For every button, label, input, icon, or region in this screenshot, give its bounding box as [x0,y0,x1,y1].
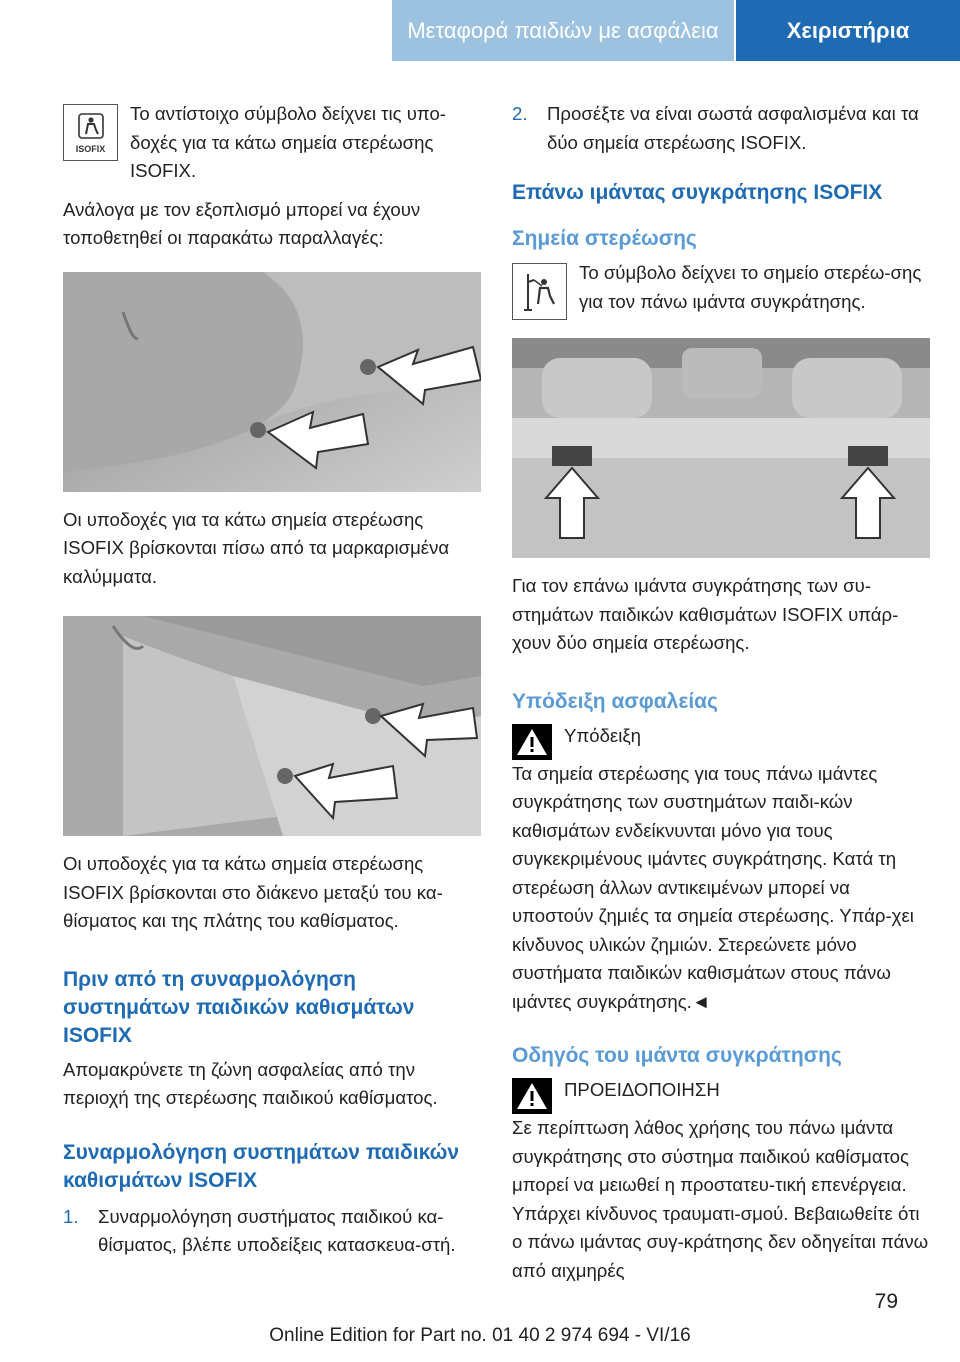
footer-edition: Online Edition for Part no. 01 40 2 974 694 - VI/16 [269,1325,691,1346]
note-block [512,722,930,760]
installation-steps-continued [512,100,930,157]
warning-label: ΠΡΟΕΙΔΟΠΟΙΗΣΗ [564,1079,720,1100]
caption-gap: Οι υποδοχές για τα κάτω σημεία στερέωσης ISOFIX βρίσκονται στο διάκενο μεταξύ του κα‐θίσματος και της πλάτης του καθίσματος. [63,853,443,931]
note-label: Υπόδειξη [564,724,642,746]
step-1 [63,1203,481,1260]
header-section-title: Μεταφορά παιδιών με ασφάλεια [392,0,734,61]
warning-text: Σε περίπτωση λάθος χρήσης του πάνω ιμάντα συγκράτησης στο σύστημα παιδικού καθίσματος μπορεί να μειωθεί η προστατευ‐τική επενέργεια. Υπάρχει κίνδυνος τραυματι‐σμού. Βεβαιωθείτε ότι ο πάνω ιμάντας συγ‐κράτησης δεν οδηγείται πάνω από αιχμηρές [512,1117,929,1281]
warning-block [512,1076,930,1114]
top-tether-anchors-photo [512,338,930,558]
isofix-symbol-label: ISOFIX [75,143,106,154]
isofix-symbol-row [63,100,481,186]
isofix-symbol-icon [63,104,118,161]
installation-steps [63,1203,481,1260]
isofix-gap-photo [63,616,481,836]
step-text: Συναρμολόγηση συστήματος παιδικού κα‐θίσματος, βλέπε υποδείξεις κατασκευα‐στή. [98,1205,456,1255]
left-column [63,100,481,1260]
warning-triangle-icon [512,724,552,760]
heading-anchor-points: Σημεία στερέωσης [512,227,697,250]
header-chapter-tab: Χειριστήρια [736,0,960,61]
heading-tether-guide: Οδηγός του ιμάντα συγκράτησης [512,1044,842,1067]
heading-safety-note: Υπόδειξη ασφαλείας [512,689,718,713]
before-installation-text: Απομακρύνετε τη ζώνη ασφαλείας από την περιοχή της στερέωσης παιδικού καθίσματος. [63,1058,438,1108]
isofix-symbol-text: Το αντίστοιχο σύμβολο δείχνει τις υπο‐δοχές για τα κάτω σημεία στερέωσης ISOFIX. [130,103,446,181]
step-number: 1. [63,1205,79,1227]
warning-triangle-icon [512,1078,552,1114]
top-tether-symbol-row [512,259,930,320]
page-number: 79 [874,1290,898,1313]
right-column [512,100,930,1285]
top-tether-symbol-icon [512,263,567,320]
top-tether-symbol-text: Το σύμβολο δείχνει το σημείο στερέω‐σης για τον πάνω ιμάντα συγκράτησης. [579,262,922,312]
step-number: 2. [512,103,528,124]
step-text: Προσέξτε να είναι σωστά ασφαλισμένα και τα δύο σημεία στερέωσης ISOFIX. [547,103,919,153]
heading-installation: Συναρμολόγηση συστημάτων παιδικών καθισμάτων ISOFIX [63,1140,460,1192]
variants-intro: Ανάλογα με τον εξοπλισμό μπορεί να έχουν τοποθετηθεί οι παρακάτω παραλλαγές: [63,198,421,248]
note-text: Τα σημεία στερέωσης για τους πάνω ιμάντες συγκράτησης των συστημάτων παιδι‐κών καθισμάτων ενδείκνυνται μόνο για τους συγκεκριμένους ιμάντες συγκράτησης. Κατά τη στερέωση άλλων αντικειμένων μπορεί να υποστούν ζημιές τα σημεία στερέωσης. Υπάρ‐χει κίνδυνος υλικών ζημιών. Στερεώνετε μόνο συστήματα παιδικών καθισμάτων στους πάνω ιμάντες συγκράτησης.◄ [512,762,914,1012]
step-2 [512,100,930,157]
caption-covers: Οι υποδοχές για τα κάτω σημεία στερέωσης ISOFIX βρίσκονται πίσω από τα μαρκαρισμένα καλύμματα. [63,508,450,587]
heading-before-installation: Πριν από τη συναρμολόγηση συστημάτων παιδικών καθισμάτων ISOFIX [63,967,415,1047]
anchor-caption: Για τον επάνω ιμάντα συγκράτησης των συ‐στημάτων παιδικών καθισμάτων ISOFIX υπάρ‐χουν δύο σημεία στερέωσης. [512,575,899,653]
isofix-covers-photo [63,272,481,492]
heading-top-tether: Επάνω ιμάντας συγκράτησης ISOFIX [512,181,883,204]
